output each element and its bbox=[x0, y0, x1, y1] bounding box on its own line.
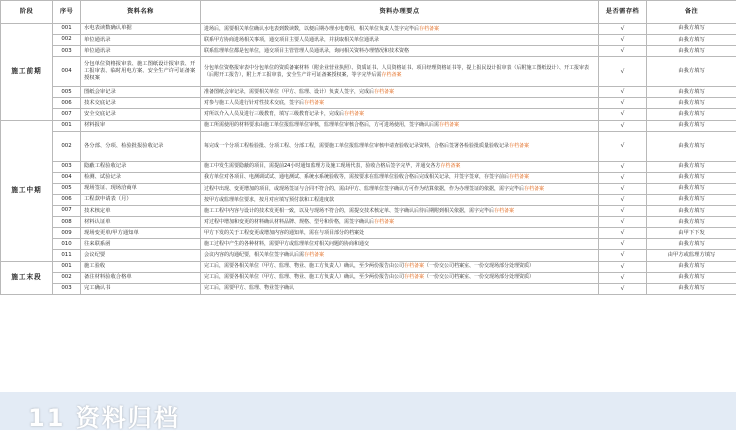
archive-highlight: 存档备案 bbox=[344, 111, 365, 118]
row-number: 007 bbox=[53, 109, 81, 120]
points-text: 对参与施工人员进行针对性技术交底，签字后 bbox=[204, 100, 305, 107]
document-name: 工程款申请表（月） bbox=[81, 194, 201, 205]
archive-check: √ bbox=[599, 183, 647, 194]
archive-check: √ bbox=[599, 194, 647, 205]
points-text: 完工后，需要各相关单位（甲方、监理、物业、施工方负责人）确认，至少两份报告由公司 bbox=[204, 263, 405, 270]
remark-cell: 由我方填写 bbox=[647, 194, 736, 205]
handling-points bbox=[201, 120, 599, 131]
document-name: 隐蔽工程验收记录 bbox=[81, 161, 201, 172]
remark-cell: 由我方填写 bbox=[647, 57, 736, 87]
handling-points bbox=[201, 272, 599, 283]
archive-highlight: 存档备案 bbox=[439, 122, 460, 129]
archive-check: √ bbox=[599, 35, 647, 46]
points-text: 完工后，需要甲方、监理、物业签字确认 bbox=[204, 285, 295, 292]
handling-points bbox=[201, 183, 599, 194]
points-text: 施工工程中内容与设计的技术发更相一致，以及与现场不符合的，需提交技术核定单、签字确认后待后期附到相关依据，需字完毕后 bbox=[204, 207, 495, 214]
row-number: 009 bbox=[53, 228, 81, 239]
document-name: 现场签证、现场洽商单 bbox=[81, 183, 201, 194]
handling-points bbox=[201, 57, 599, 87]
header-points: 资料办理要点 bbox=[201, 1, 599, 24]
table-row bbox=[1, 283, 736, 294]
archive-highlight: 存档备案 bbox=[509, 174, 530, 181]
archive-check: √ bbox=[599, 239, 647, 250]
points-text: 过程中出现、变更增加的项目，或现场签证与合同不符合的，需由甲方、监理单位签字确认方可作为结算依据，作为办理签证的依据，需字完毕后 bbox=[204, 185, 525, 192]
handling-points bbox=[201, 46, 599, 57]
points-text: 我方单位对各项目、电测调试试、通电测试、系统水系统验收等，需按要求在监理单位验收合格后完成相关记录，并签字签章，存签字前后 bbox=[204, 174, 510, 181]
row-number: 006 bbox=[53, 194, 81, 205]
points-text: 对过程中增加和变更的材料确认材料品牌、规格、型号和价格，需签字确认后 bbox=[204, 218, 375, 225]
document-name: 单位通讯录 bbox=[81, 46, 201, 57]
remark-cell: 由我方填写 bbox=[647, 172, 736, 183]
watermark-band bbox=[0, 392, 736, 430]
table-row bbox=[1, 261, 736, 272]
remark-cell: 由甲方或监理方填写 bbox=[647, 250, 736, 261]
remark-cell: 由我方填写 bbox=[647, 261, 736, 272]
row-number: 010 bbox=[53, 239, 81, 250]
remark-cell: 由我方填写 bbox=[647, 46, 736, 57]
archive-highlight: 存档备案 bbox=[404, 274, 425, 281]
archive-check: √ bbox=[599, 57, 647, 87]
document-name: 材料认证单 bbox=[81, 217, 201, 228]
archive-check: √ bbox=[599, 24, 647, 35]
remark-cell: 由甲下下发 bbox=[647, 228, 736, 239]
table-row bbox=[1, 172, 736, 183]
table-row bbox=[1, 239, 736, 250]
archive-check: √ bbox=[599, 120, 647, 131]
archive-check: √ bbox=[599, 87, 647, 98]
handling-points bbox=[201, 261, 599, 272]
handling-points bbox=[201, 239, 599, 250]
handling-points bbox=[201, 172, 599, 183]
archive-highlight: 存档备案 bbox=[304, 100, 325, 107]
remark-cell: 由我方填写 bbox=[647, 239, 736, 250]
remark-cell: 由我方填写 bbox=[647, 109, 736, 120]
points-text: 联系甲方协商进场相关事项，通交项目主要人员通讯录，并获取相关单位通讯录 bbox=[204, 36, 380, 43]
table-body bbox=[1, 24, 736, 295]
document-name: 分包单位资格报审表、施工图纸设计报审表、开工报审表、临时用电方案、安全生产许可证备案授权案 bbox=[81, 57, 201, 87]
header-remark: 备注 bbox=[647, 1, 736, 24]
handling-points bbox=[201, 228, 599, 239]
row-number: 005 bbox=[53, 183, 81, 194]
header-no: 序号 bbox=[53, 1, 81, 24]
table-row bbox=[1, 183, 736, 194]
stage-cell: 施工前期 bbox=[1, 24, 53, 121]
remark-cell: 由我方填写 bbox=[647, 206, 736, 217]
row-number: 003 bbox=[53, 46, 81, 57]
table-row bbox=[1, 120, 736, 131]
document-name: 往来联系函 bbox=[81, 239, 201, 250]
archive-highlight: 存档备案 bbox=[404, 263, 425, 270]
table-header bbox=[1, 1, 736, 24]
points-text: 施工所需使用的材料要求由施工单位报监理单位审核，监理单位审核合格后，方可进场使用，签字确认后需 bbox=[204, 122, 440, 129]
handling-points bbox=[201, 283, 599, 294]
remark-cell: 由我方填写 bbox=[647, 24, 736, 35]
archive-check: √ bbox=[599, 46, 647, 57]
archive-highlight: 存档备案 bbox=[494, 207, 515, 214]
archive-highlight: 存档备案 bbox=[419, 25, 440, 32]
table-row bbox=[1, 228, 736, 239]
archive-check: √ bbox=[599, 206, 647, 217]
document-name: 备注材料验收合格单 bbox=[81, 272, 201, 283]
row-number: 007 bbox=[53, 206, 81, 217]
points-text: 施工过程中产生的各种材料，需要甲方或监理单位对相关问题的协商和通交 bbox=[204, 240, 370, 247]
handling-points bbox=[201, 24, 599, 35]
archive-check: √ bbox=[599, 283, 647, 294]
archive-check: √ bbox=[599, 172, 647, 183]
document-name: 检测、试验记录 bbox=[81, 172, 201, 183]
points-text: 每完成一个分项工程检验批、分项工程、分部工程，需要施工单位报监理单位审核申请查验收记录资料，合格后签署各检验批质量验收记录 bbox=[204, 142, 510, 149]
header-name: 资料名称 bbox=[81, 1, 201, 24]
table-row bbox=[1, 206, 736, 217]
points-text: 按甲方或监理单位要求，按月对应填写预付款和工程进度款 bbox=[204, 196, 335, 203]
remark-cell: 由我方填写 bbox=[647, 272, 736, 283]
remark-cell: 由我方填写 bbox=[647, 120, 736, 131]
handling-points bbox=[201, 194, 599, 205]
document-name: 施工验收 bbox=[81, 261, 201, 272]
table-row bbox=[1, 109, 736, 120]
archive-check: √ bbox=[599, 250, 647, 261]
handling-points bbox=[201, 206, 599, 217]
table-row bbox=[1, 24, 736, 35]
row-number: 004 bbox=[53, 172, 81, 183]
archive-check: √ bbox=[599, 217, 647, 228]
document-name: 完工确认书 bbox=[81, 283, 201, 294]
table-row bbox=[1, 46, 736, 57]
remark-cell: 由我方填写 bbox=[647, 131, 736, 161]
document-name: 水电表读数确认单据 bbox=[81, 24, 201, 35]
remark-cell: 由我方填写 bbox=[647, 183, 736, 194]
handling-points bbox=[201, 217, 599, 228]
row-number: 005 bbox=[53, 87, 81, 98]
remark-cell: 由我方填写 bbox=[647, 283, 736, 294]
stage-cell: 施工末段 bbox=[1, 261, 53, 294]
row-number: 001 bbox=[53, 120, 81, 131]
handling-points bbox=[201, 98, 599, 109]
row-number: 002 bbox=[53, 35, 81, 46]
points-text: 对所以介入人员及进行三级教育，填写三级教育记录卡，完成后 bbox=[204, 111, 345, 118]
points-suffix: （一份交公司档案室、一份交现场部分处理资质） bbox=[424, 274, 535, 281]
archive-highlight: 存档备案 bbox=[524, 185, 545, 192]
document-name: 单位通讯录 bbox=[81, 35, 201, 46]
archive-check: √ bbox=[599, 109, 647, 120]
archive-check: √ bbox=[599, 161, 647, 172]
row-number: 003 bbox=[53, 283, 81, 294]
row-number: 001 bbox=[53, 24, 81, 35]
handling-points bbox=[201, 161, 599, 172]
row-number: 011 bbox=[53, 250, 81, 261]
table-row bbox=[1, 250, 736, 261]
row-number: 002 bbox=[53, 131, 81, 161]
handling-points bbox=[201, 109, 599, 120]
table-row bbox=[1, 272, 736, 283]
document-name: 各分部、分项、检验批报验收记录 bbox=[81, 131, 201, 161]
points-text: 甲方下发的关于工程变更或增加内容的通知单，需在与项目部分的档案处 bbox=[204, 229, 365, 236]
archive-highlight: 存档备案 bbox=[374, 218, 395, 225]
row-number: 003 bbox=[53, 161, 81, 172]
document-name: 安全交底记录 bbox=[81, 109, 201, 120]
table-row bbox=[1, 194, 736, 205]
archive-highlight: 存档备案 bbox=[509, 142, 530, 149]
table-row bbox=[1, 87, 736, 98]
handling-points bbox=[201, 87, 599, 98]
remark-cell: 由我方填写 bbox=[647, 217, 736, 228]
document-name: 技术交底记录 bbox=[81, 98, 201, 109]
archive-check: √ bbox=[599, 261, 647, 272]
points-text: 准备图纸会审记录，需要相关单位（甲方、监理、设计）负责人签字，完成后 bbox=[204, 88, 375, 95]
archive-check: √ bbox=[599, 98, 647, 109]
header-row bbox=[1, 1, 736, 24]
archive-check: √ bbox=[599, 131, 647, 161]
document-name: 技术核定单 bbox=[81, 206, 201, 217]
stage-cell: 施工中期 bbox=[1, 120, 53, 261]
header-stage: 阶段 bbox=[1, 1, 53, 24]
archive-check: √ bbox=[599, 228, 647, 239]
table-row bbox=[1, 98, 736, 109]
document-name: 材料报审 bbox=[81, 120, 201, 131]
handling-points bbox=[201, 131, 599, 161]
watermark-label: 11 资料归档 bbox=[28, 404, 180, 432]
archive-highlight: 存档备案 bbox=[374, 88, 395, 95]
table-row bbox=[1, 217, 736, 228]
handling-points bbox=[201, 250, 599, 261]
header-archive: 是否需存档 bbox=[599, 1, 647, 24]
remark-cell: 由我方填写 bbox=[647, 87, 736, 98]
archive-check: √ bbox=[599, 272, 647, 283]
remark-cell: 由我方填写 bbox=[647, 98, 736, 109]
archive-highlight: 存档备案 bbox=[381, 71, 402, 78]
row-number: 008 bbox=[53, 217, 81, 228]
document-name: 会议纪要 bbox=[81, 250, 201, 261]
table-row bbox=[1, 57, 736, 87]
points-text: 会议内容的沟通纪要，相关单位签字确认后需 bbox=[204, 252, 305, 259]
row-number: 002 bbox=[53, 272, 81, 283]
points-text: 分包单位资格报审表中分包单位的资质备案材料（附企业营业执照）、资质证书、人员资格证书、项目经理资格证书等，提上报民设计报审表（后附施工图纸设计）、开工报审表（后附开工报告），附上开工报审表，安全生产许可证备案授权案，等字完毕后需 bbox=[204, 65, 590, 78]
document-name: 现场变更单/甲方通知单 bbox=[81, 228, 201, 239]
points-text: 施工中发生需要隐蔽的项目，需提前24小时通知监理方及施工现场代表，验收合格后签字完毕，并通交各方 bbox=[204, 163, 441, 170]
handling-points bbox=[201, 35, 599, 46]
remark-cell: 由我方填写 bbox=[647, 35, 736, 46]
row-number: 006 bbox=[53, 98, 81, 109]
document-name: 图纸会审记录 bbox=[81, 87, 201, 98]
points-text: 联系监理单位都是包单位，通交项目主管管理人员通讯录，询问相关资料办理情况和技术资格 bbox=[204, 47, 410, 54]
remark-cell: 由我方填写 bbox=[647, 161, 736, 172]
table-row bbox=[1, 131, 736, 161]
points-text: 完工后，需要各相关单位（甲方、监理、物业、施工方负责人）确认，至少两份报告由公司 bbox=[204, 274, 405, 281]
row-number: 004 bbox=[53, 57, 81, 87]
points-suffix: （一份交公司档案室、一份交现场部分处理资质） bbox=[424, 263, 535, 270]
row-number: 001 bbox=[53, 261, 81, 272]
table-row bbox=[1, 161, 736, 172]
points-text: 进场后，需要相关单位确认水电表到数读数，以便后期办理水电费用，相关单位负责人签字完毕后 bbox=[204, 25, 420, 32]
archive-highlight: 存档备案 bbox=[440, 163, 461, 170]
archive-highlight: 存档备案 bbox=[304, 252, 325, 259]
table-row bbox=[1, 35, 736, 46]
